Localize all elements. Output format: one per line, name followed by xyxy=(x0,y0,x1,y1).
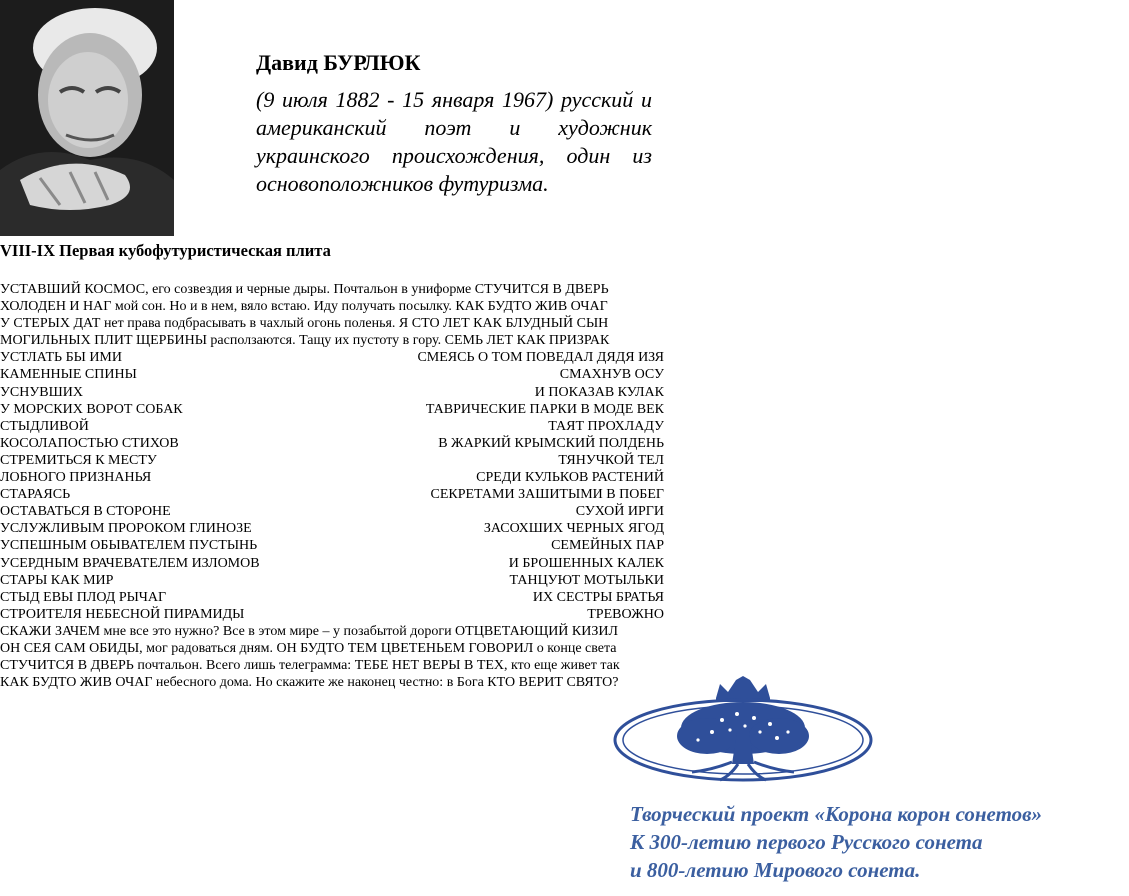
poem-left-column: УСПЕШНЫМ ОБЫВАТЕЛЕМ ПУСТЫНЬ xyxy=(0,538,258,554)
project-line-3: и 800-летию Мирового сонета. xyxy=(630,858,921,882)
poem-column-row xyxy=(0,384,664,401)
poem-column-row xyxy=(0,452,664,469)
project-caption xyxy=(630,800,1042,884)
poem-column-row xyxy=(0,486,664,503)
poem-line: МОГИЛЬНЫХ ПЛИТ ЩЕРБИНЫ расползаются. Тащу их пустоту в гору. СЕМЬ ЛЕТ КАК ПРИЗРАК xyxy=(0,333,610,349)
poem-left-column: ЛОБНОГО ПРИЗНАНЬЯ xyxy=(0,470,152,486)
poem-body xyxy=(0,281,664,691)
poem-right-column: ЗАСОХШИХ ЧЕРНЫХ ЯГОД xyxy=(483,521,664,537)
poem-right-column: ТАЯТ ПРОХЛАДУ xyxy=(548,418,664,434)
poem-line: У СТЕРЫХ ДАТ нет права подбрасывать в чахлый огонь поленья. Я СТО ЛЕТ КАК БЛУДНЫЙ СЫН xyxy=(0,316,609,332)
poem-left-column: УСТЛАТЬ БЫ ИМИ xyxy=(0,350,122,366)
poem-right-column: ТАВРИЧЕСКИЕ ПАРКИ В МОДЕ ВЕК xyxy=(425,401,664,417)
poem-line: ХОЛОДЕН И НАГ мой сон. Но и в нем, вяло встаю. Иду получать посылку. КАК БУДТО ЖИВ ОЧАГ xyxy=(0,299,608,315)
poem-column-row xyxy=(0,589,664,606)
poem-right-column: И БРОШЕННЫХ КАЛЕК xyxy=(508,555,664,571)
poem-column-row xyxy=(0,555,664,572)
portrait-illustration xyxy=(0,0,174,236)
poem-line: ОН СЕЯ САМ ОБИДЫ, мог радоваться дням. ОН БУДТО ТЕМ ЦВЕТЕНЬЕМ ГОВОРИЛ о конце света xyxy=(0,640,617,656)
poem-column-row xyxy=(0,418,664,435)
poem-left-column: СТАРАЯСЬ xyxy=(0,487,71,503)
poem-outro xyxy=(0,623,664,691)
poem-left-column: УСЛУЖЛИВЫМ ПРОРОКОМ ГЛИНОЗЕ xyxy=(0,521,252,537)
poem-column-row xyxy=(0,520,664,537)
tree-crown-logo-icon xyxy=(612,676,874,792)
poem-left-column: СТРОИТЕЛЯ НЕБЕСНОЙ ПИРАМИДЫ xyxy=(0,606,245,622)
project-line-1: Творческий проект «Корона корон сонетов» xyxy=(630,802,1043,826)
poem-right-column: СРЕДИ КУЛЬКОВ РАСТЕНИЙ xyxy=(476,470,664,486)
poem-column-row xyxy=(0,366,664,383)
poem-right-column: В ЖАРКИЙ КРЫМСКИЙ ПОЛДЕНЬ xyxy=(438,435,664,451)
poem-left-column: СТЫДЛИВОЙ xyxy=(0,418,89,434)
poem-line: КАК БУДТО ЖИВ ОЧАГ небесного дома. Но скажите же наконец честно: в Бога КТО ВЕРИТ СВЯТО? xyxy=(0,675,619,691)
poem-column-row xyxy=(0,503,664,520)
poem-right-column: ТЯНУЧКОЙ ТЕЛ xyxy=(558,452,664,468)
poem-column-row xyxy=(0,572,664,589)
poem-left-column: УСЕРДНЫМ ВРАЧЕВАТЕЛЕМ ИЗЛОМОВ xyxy=(0,555,260,571)
poem-left-column: КОСОЛАПОСТЬЮ СТИХОВ xyxy=(0,435,179,451)
poem-column-row xyxy=(0,401,664,418)
poem-left-column: КАМЕННЫЕ СПИНЫ xyxy=(0,367,137,383)
poem-left-column: СТРЕМИТЬСЯ К МЕСТУ xyxy=(0,452,157,468)
poem-right-column: СУХОЙ ИРГИ xyxy=(575,504,664,520)
poem-right-column: ИХ СЕСТРЫ БРАТЬЯ xyxy=(532,589,664,605)
author-portrait xyxy=(0,0,174,236)
poem-right-column: ТРЕВОЖНО xyxy=(587,606,664,622)
poem-column-row xyxy=(0,469,664,486)
poem-right-column: СМАХНУВ ОСУ xyxy=(559,367,664,383)
poem-right-column: И ПОКАЗАВ КУЛАК xyxy=(534,384,664,400)
poem-right-column: СМЕЯСЬ О ТОМ ПОВЕДАЛ ДЯДЯ ИЗЯ xyxy=(417,350,664,366)
author-name: Давид БУРЛЮК xyxy=(256,50,421,75)
poem-right-column: ТАНЦУЮТ МОТЫЛЬКИ xyxy=(509,572,664,588)
poem-two-columns xyxy=(0,349,664,623)
poem-right-column: СЕКРЕТАМИ ЗАШИТЫМИ В ПОБЕГ xyxy=(430,487,664,503)
poem-left-column: СТАРЫ КАК МИР xyxy=(0,572,114,588)
poem-column-row xyxy=(0,349,664,366)
poem-column-row xyxy=(0,435,664,452)
poem-line: УСТАВШИЙ КОСМОС, его созвездия и черные дыры. Почтальон в униформе СТУЧИТСЯ В ДВЕРЬ xyxy=(0,282,609,297)
author-bio: (9 июля 1882 - 15 января 1967) русский и американский поэт и художник украинского происхождения, один из основоположников футуризма. xyxy=(256,87,652,196)
poem-left-column: ОСТАВАТЬСЯ В СТОРОНЕ xyxy=(0,504,171,520)
poem-column-row xyxy=(0,606,664,623)
project-line-2: К 300-летию первого Русского сонета xyxy=(630,830,983,854)
poem-left-column: УСНУВШИХ xyxy=(0,384,83,400)
poem-line: СТУЧИТСЯ В ДВЕРЬ почтальон. Всего лишь телеграмма: ТЕБЕ НЕТ ВЕРЫ В ТЕХ, кто еще живет так xyxy=(0,658,620,674)
poem-left-column: СТЫД ЕВЫ ПЛОД РЫЧАГ xyxy=(0,589,167,605)
poem-title: VIII-IX Первая кубофутуристическая плита xyxy=(0,241,331,260)
poem-line: СКАЖИ ЗАЧЕМ мне все это нужно? Все в этом мире – у позабытой дороги ОТЦВЕТАЮЩИЙ КИЗИЛ xyxy=(0,623,618,639)
poem-column-row xyxy=(0,537,664,554)
poem-intro xyxy=(0,281,664,349)
poem-left-column: У МОРСКИХ ВОРОТ СОБАК xyxy=(0,401,183,417)
poem-right-column: СЕМЕЙНЫХ ПАР xyxy=(551,538,664,554)
